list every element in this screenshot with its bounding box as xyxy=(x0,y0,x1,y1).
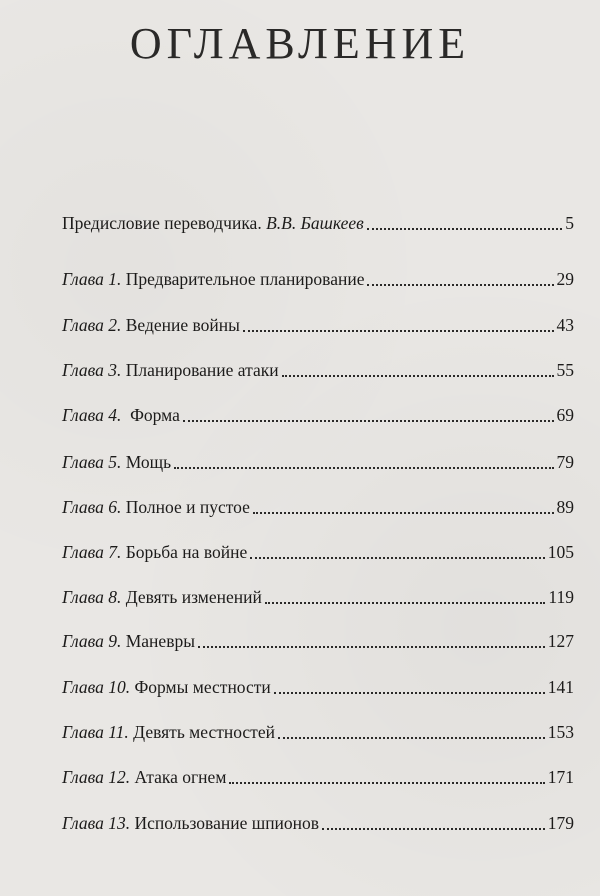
chapter-title: Планирование атаки xyxy=(125,360,279,380)
leader-dots xyxy=(322,827,545,830)
chapter-title: Мощь xyxy=(125,452,172,472)
leader-dots xyxy=(282,374,554,377)
chapter-title: Девять изменений xyxy=(125,587,262,607)
toc-entry xyxy=(62,449,574,475)
page-number: 119 xyxy=(548,587,574,607)
leader-dots xyxy=(367,283,553,286)
toc-entry xyxy=(62,539,574,565)
leader-dots xyxy=(198,645,545,648)
page-number: 43 xyxy=(556,315,574,335)
chapter-number: Глава 10. xyxy=(62,677,131,697)
chapter-title: Атака огнем xyxy=(134,767,227,787)
leader-dots xyxy=(183,419,554,422)
leader-dots xyxy=(265,601,546,604)
page-number: 5 xyxy=(565,213,574,233)
chapter-number: Глава 8. xyxy=(62,587,122,607)
chapter-title: Маневры xyxy=(125,631,195,651)
toc-entry-preface xyxy=(62,210,574,236)
toc-entry xyxy=(62,402,574,428)
chapter-title: Борьба на войне xyxy=(125,542,248,562)
leader-dots xyxy=(243,329,554,332)
chapter-title: Формы местности xyxy=(134,677,271,697)
page-number: 153 xyxy=(547,722,574,742)
toc-entry xyxy=(62,719,574,745)
leader-dots xyxy=(367,227,562,230)
toc-entry xyxy=(62,628,574,654)
page-number: 179 xyxy=(547,813,574,833)
page-number: 69 xyxy=(556,405,574,425)
chapter-number: Глава 5. xyxy=(62,452,122,472)
chapter-title: Ведение войны xyxy=(125,315,240,335)
chapter-number: Глава 12. xyxy=(62,767,131,787)
toc-entry xyxy=(62,312,574,338)
chapter-number: Глава 3. xyxy=(62,360,122,380)
page-number: 171 xyxy=(547,767,574,787)
page-number: 79 xyxy=(556,452,574,472)
chapter-title: Использование шпионов xyxy=(134,813,320,833)
page-number: 141 xyxy=(547,677,574,697)
leader-dots xyxy=(229,781,544,784)
chapter-number: Глава 6. xyxy=(62,497,122,517)
leader-dots xyxy=(253,511,554,514)
chapter-number: Глава 11. xyxy=(62,722,129,742)
toc-entry xyxy=(62,357,574,383)
chapter-number: Глава 13. xyxy=(62,813,131,833)
toc-entry xyxy=(62,266,574,292)
page-number: 89 xyxy=(556,497,574,517)
page-number: 127 xyxy=(547,631,574,651)
chapter-title: Полное и пустое xyxy=(125,497,250,517)
toc-entry xyxy=(62,494,574,520)
page-number: 29 xyxy=(556,269,574,289)
toc-entry xyxy=(62,674,574,700)
page-title: ОГЛАВЛЕНИЕ xyxy=(129,19,471,68)
toc-entry xyxy=(62,810,574,836)
toc-entry xyxy=(62,764,574,790)
chapter-number: Глава 1. xyxy=(62,269,122,289)
leader-dots xyxy=(174,466,553,469)
chapter-number: Глава 7. xyxy=(62,542,122,562)
preface-label: Предисловие переводчика. xyxy=(62,213,262,233)
toc-entry xyxy=(62,584,574,610)
leader-dots xyxy=(274,691,545,694)
chapter-title: Девять местностей xyxy=(133,722,275,742)
chapter-number: Глава 4. xyxy=(62,405,122,425)
preface-author: В.В. Башкеев xyxy=(266,213,364,233)
leader-dots xyxy=(278,736,545,739)
page-number: 105 xyxy=(547,542,574,562)
chapter-title: Предварительное планирование xyxy=(125,269,365,289)
leader-dots xyxy=(250,556,545,559)
page-number: 55 xyxy=(556,360,574,380)
chapter-title: Форма xyxy=(130,405,180,425)
chapter-number: Глава 9. xyxy=(62,631,122,651)
chapter-number: Глава 2. xyxy=(62,315,122,335)
